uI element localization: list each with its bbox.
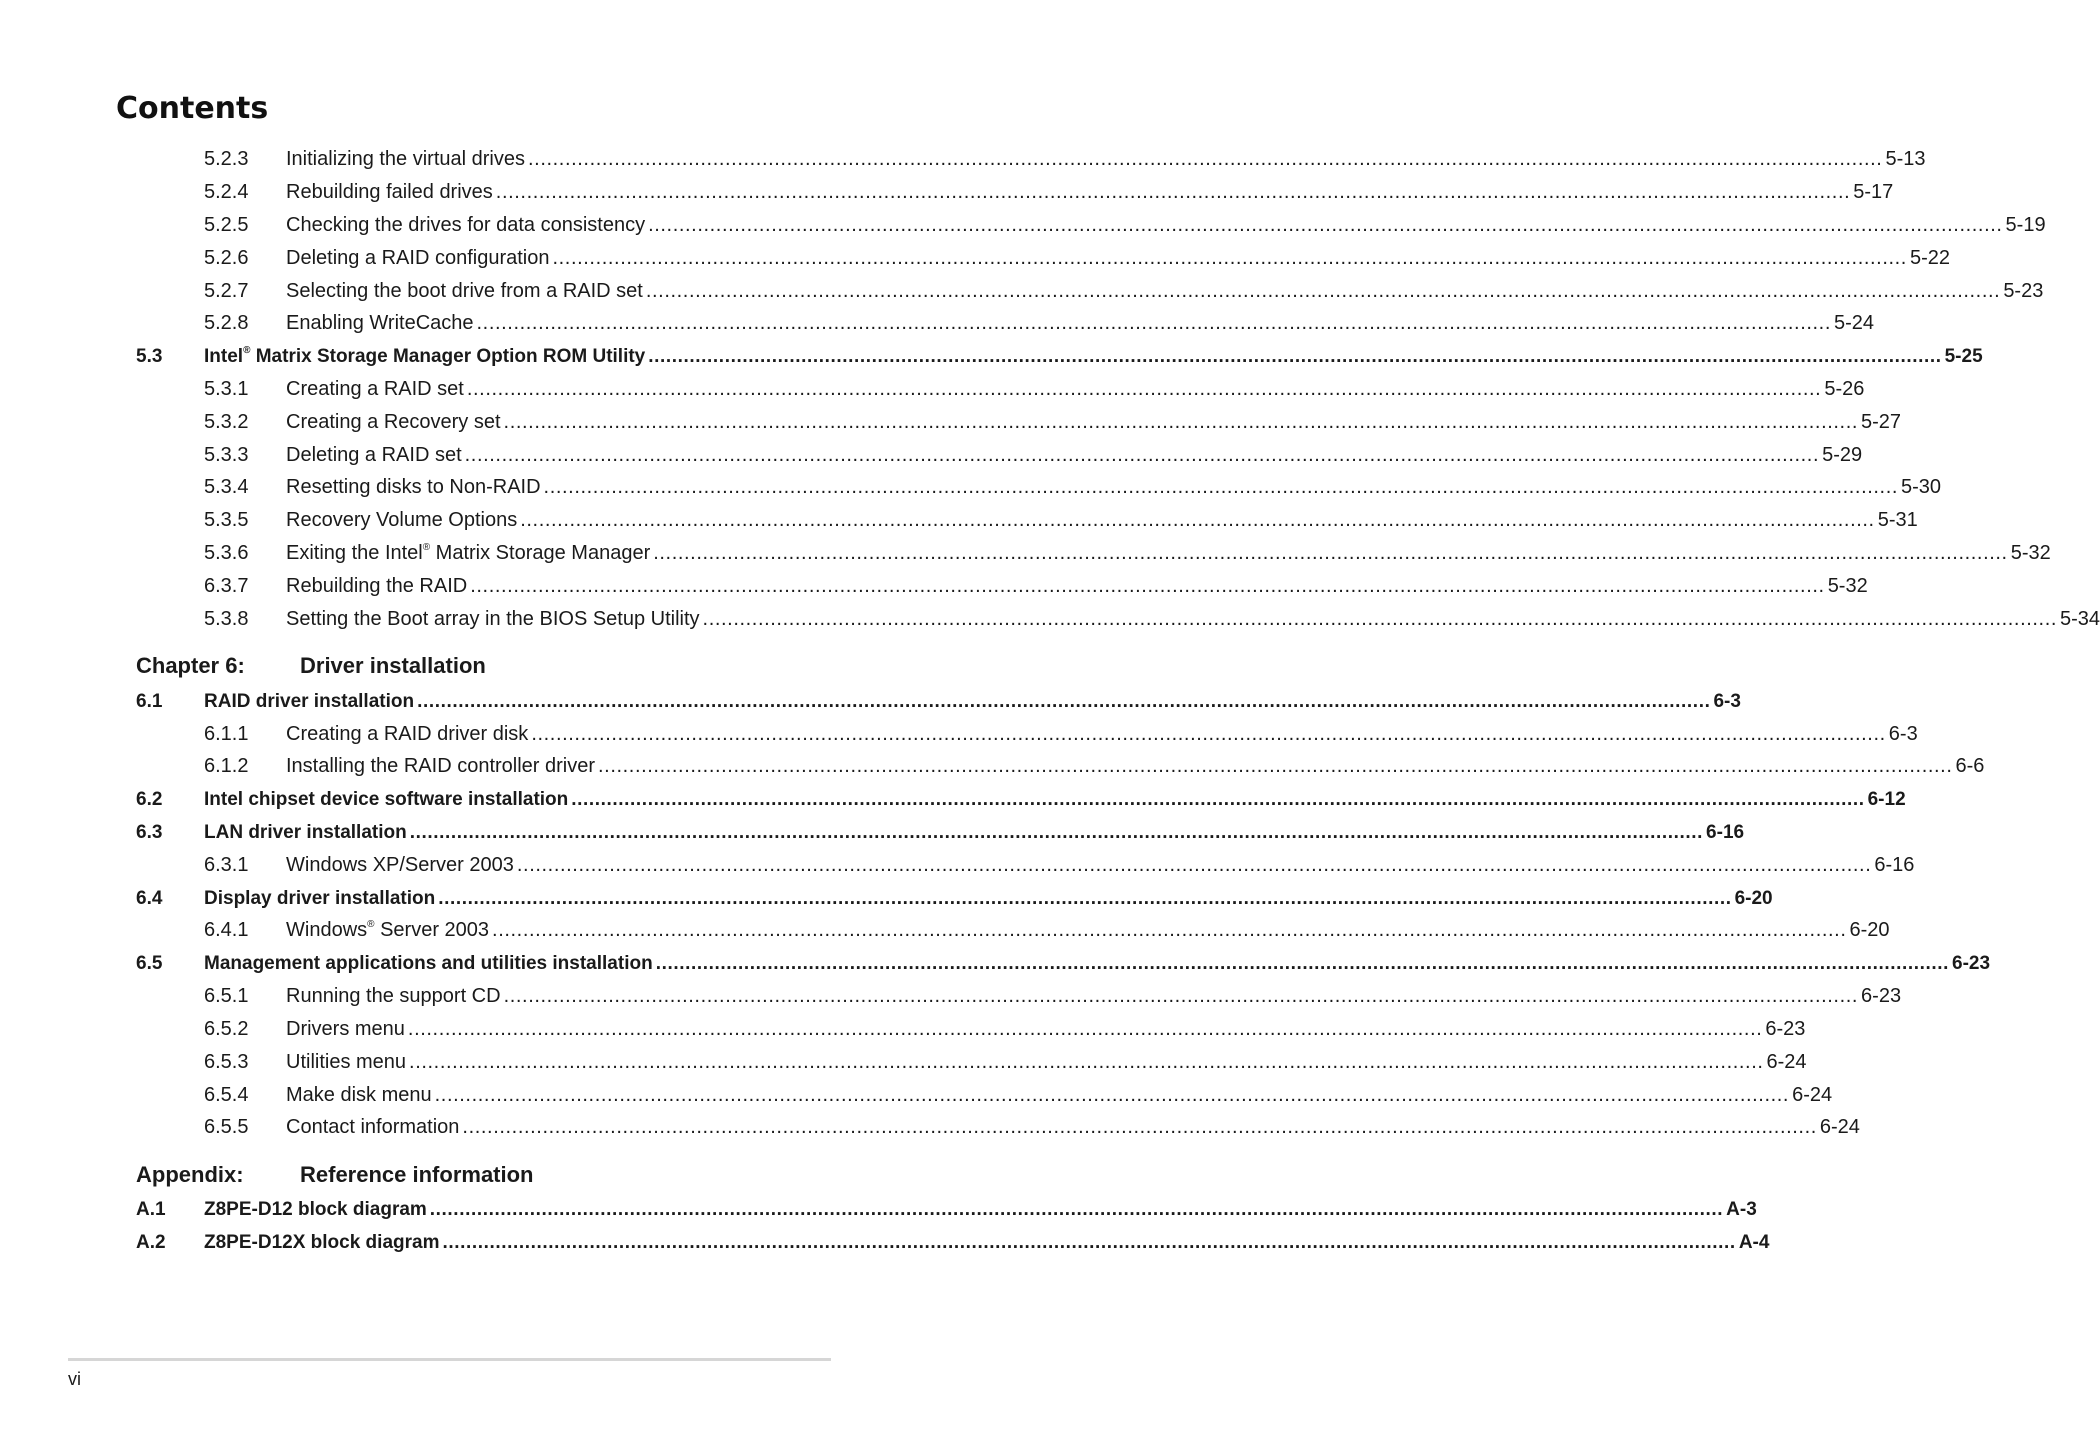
entry-title-text: Creating a RAID driver disk bbox=[286, 723, 529, 745]
entry-title-text: Rebuilding the RAID bbox=[286, 575, 468, 597]
entry-page: 5-19 bbox=[2005, 214, 2046, 236]
toc-entry[interactable] bbox=[0, 685, 1741, 718]
entry-title-text: Make disk menu bbox=[286, 1084, 432, 1106]
toc-entry[interactable] bbox=[0, 1226, 1770, 1259]
chapter-title: Driver installation bbox=[300, 653, 486, 678]
page-title: Contents bbox=[116, 91, 269, 126]
entry-number: 6.5.2 bbox=[204, 1018, 249, 1040]
entry-title-text: Recovery Volume Options bbox=[286, 509, 518, 531]
entry-title bbox=[204, 816, 407, 849]
toc-entry[interactable] bbox=[0, 176, 1894, 209]
dot-leader: ............................................................................................................................................................................................................................ bbox=[516, 854, 1872, 876]
entry-number: 6.1 bbox=[136, 691, 163, 712]
dot-leader: ............................................................................................................................................................................................................................ bbox=[462, 1116, 1817, 1138]
entry-page: A-4 bbox=[1738, 1232, 1770, 1253]
page-number: vi bbox=[68, 1369, 81, 1389]
entry-label bbox=[204, 1226, 1770, 1259]
entry-page: 5-26 bbox=[1824, 378, 1865, 400]
entry-page: 5-31 bbox=[1877, 509, 1918, 531]
entry-number: 5.3.8 bbox=[204, 608, 249, 630]
entry-title bbox=[286, 1046, 406, 1079]
entry-title bbox=[204, 947, 653, 980]
entry-label bbox=[204, 1193, 1757, 1226]
entry-title bbox=[204, 685, 414, 718]
entry-title-text: Drivers menu bbox=[286, 1018, 405, 1040]
entry-title bbox=[286, 570, 467, 603]
entry-page: 5-25 bbox=[1944, 346, 1983, 367]
entry-label bbox=[286, 504, 1918, 537]
entry-number: 5.3.3 bbox=[204, 444, 249, 466]
entry-title bbox=[286, 176, 493, 209]
dot-leader: ............................................................................................................................................................................................................................ bbox=[429, 1199, 1724, 1220]
toc-entry[interactable] bbox=[0, 439, 1863, 472]
entry-label bbox=[286, 718, 1918, 751]
toc-entry[interactable] bbox=[0, 947, 1991, 980]
entry-title bbox=[204, 783, 568, 816]
entry-title bbox=[286, 439, 462, 472]
entry-title bbox=[286, 849, 514, 882]
chapter-label: Appendix: bbox=[136, 1162, 244, 1187]
entry-label bbox=[204, 882, 1773, 915]
toc-entry[interactable] bbox=[0, 209, 2046, 242]
entry-page: 6-24 bbox=[1766, 1051, 1807, 1073]
entry-label bbox=[286, 603, 2100, 636]
entry-label bbox=[286, 1013, 1806, 1046]
entry-label bbox=[286, 439, 1863, 472]
entry-title-text: Matrix Storage Manager Option ROM Utility bbox=[250, 346, 646, 367]
entry-label bbox=[286, 373, 1865, 406]
dot-leader: ............................................................................................................................................................................................................................ bbox=[438, 888, 1732, 909]
toc-entry[interactable] bbox=[0, 882, 1773, 915]
entry-page: 5-32 bbox=[1827, 575, 1868, 597]
entry-number: 6.4.1 bbox=[204, 919, 249, 941]
toc-entry[interactable] bbox=[0, 307, 1875, 340]
entry-number: 5.2.3 bbox=[204, 148, 249, 170]
entry-number: A.2 bbox=[136, 1232, 166, 1253]
toc-entry[interactable] bbox=[0, 340, 1983, 373]
entry-label bbox=[204, 340, 1983, 373]
entry-label bbox=[204, 947, 1991, 980]
toc-entry[interactable] bbox=[0, 849, 1915, 882]
entry-title bbox=[286, 373, 464, 406]
entry-title bbox=[286, 537, 650, 570]
entry-number: 6.3.1 bbox=[204, 854, 249, 876]
entry-label bbox=[286, 307, 1875, 340]
entry-title-text: Windows XP/Server 2003 bbox=[286, 854, 514, 876]
registered-mark: ® bbox=[422, 542, 431, 553]
toc-entry[interactable] bbox=[0, 750, 1985, 783]
entry-title-text: RAID driver installation bbox=[204, 691, 415, 712]
toc-entry[interactable] bbox=[0, 275, 2044, 308]
entry-page: 6-20 bbox=[1734, 888, 1773, 909]
entry-label bbox=[286, 914, 1890, 947]
entry-page: 5-32 bbox=[2010, 542, 2051, 564]
entry-label bbox=[286, 176, 1894, 209]
entry-number: 5.2.4 bbox=[204, 181, 249, 203]
entry-number: 5.2.6 bbox=[204, 247, 249, 269]
entry-title bbox=[286, 603, 700, 636]
toc-entry[interactable] bbox=[0, 1079, 1833, 1112]
dot-leader: ............................................................................................................................................................................................................................ bbox=[464, 444, 1820, 466]
entry-page: 5-22 bbox=[1909, 247, 1950, 269]
dot-leader: ............................................................................................................................................................................................................................ bbox=[503, 985, 1859, 1007]
entry-title-text: Z8PE-D12 block diagram bbox=[204, 1199, 427, 1220]
entry-title bbox=[286, 209, 645, 242]
entry-title-text: Intel chipset device software installation bbox=[204, 789, 569, 810]
entry-title bbox=[286, 471, 541, 504]
entry-page: 6-23 bbox=[1861, 985, 1902, 1007]
entry-page: 5-34 bbox=[2060, 608, 2100, 630]
entry-label bbox=[286, 1079, 1833, 1112]
entry-label bbox=[204, 783, 1906, 816]
entry-page: 6-23 bbox=[1952, 953, 1991, 974]
entry-label bbox=[286, 1046, 1807, 1079]
dot-leader: ............................................................................................................................................................................................................................ bbox=[417, 691, 1711, 712]
entry-title-text: Windows bbox=[286, 919, 368, 941]
toc-entry[interactable] bbox=[0, 373, 1865, 406]
footer-divider bbox=[68, 1358, 831, 1361]
dot-leader: ............................................................................................................................................................................................................................ bbox=[648, 346, 1942, 367]
entry-title bbox=[204, 882, 435, 915]
entry-title bbox=[286, 1111, 459, 1144]
entry-title bbox=[286, 718, 528, 751]
entry-number: 6.2 bbox=[136, 789, 163, 810]
registered-mark: ® bbox=[367, 919, 375, 930]
entry-number: 5.2.8 bbox=[204, 312, 249, 334]
chapter-title: Reference information bbox=[300, 1162, 534, 1187]
toc-entry[interactable] bbox=[0, 570, 1868, 603]
entry-title bbox=[286, 914, 489, 947]
dot-leader: ............................................................................................................................................................................................................................ bbox=[476, 312, 1831, 334]
entry-label bbox=[286, 980, 1902, 1013]
entry-number: 6.4 bbox=[136, 888, 163, 909]
dot-leader: ............................................................................................................................................................................................................................ bbox=[653, 542, 2008, 564]
entry-title-text: Management applications and utilities installation bbox=[204, 953, 653, 974]
toc-entry[interactable] bbox=[0, 603, 2100, 636]
entry-page: 6-24 bbox=[1819, 1116, 1860, 1138]
entry-title-text: Intel bbox=[204, 346, 244, 367]
chapter-label: Chapter 6: bbox=[136, 653, 245, 678]
dot-leader: ............................................................................................................................................................................................................................ bbox=[407, 1018, 1763, 1040]
entry-number: 6.5 bbox=[136, 953, 163, 974]
dot-leader: ............................................................................................................................................................................................................................ bbox=[598, 755, 1953, 777]
dot-leader: ............................................................................................................................................................................................................................ bbox=[655, 953, 1950, 974]
entry-label bbox=[204, 816, 1745, 849]
entry-label bbox=[286, 849, 1915, 882]
entry-page: 5-24 bbox=[1833, 312, 1875, 334]
dot-leader: ............................................................................................................................................................................................................................ bbox=[442, 1232, 1736, 1253]
dot-leader: ............................................................................................................................................................................................................................ bbox=[645, 280, 2001, 302]
entry-label bbox=[286, 406, 1902, 439]
entry-page: 5-27 bbox=[1861, 411, 1902, 433]
toc-entry[interactable] bbox=[0, 718, 1918, 751]
toc-entry[interactable] bbox=[0, 1013, 1806, 1046]
toc-entry[interactable] bbox=[0, 980, 1902, 1013]
entry-title-text: Creating a Recovery set bbox=[286, 411, 501, 433]
dot-leader: ............................................................................................................................................................................................................................ bbox=[470, 575, 1825, 597]
entry-label bbox=[286, 570, 1868, 603]
dot-leader: ............................................................................................................................................................................................................................ bbox=[552, 247, 1907, 269]
entry-title-text: Checking the drives for data consistency bbox=[286, 214, 646, 236]
entry-page: 6-3 bbox=[1713, 691, 1741, 712]
entry-title-text: Exiting the Intel bbox=[286, 542, 423, 564]
dot-leader: ............................................................................................................................................................................................................................ bbox=[702, 608, 2058, 630]
entry-title-text: Installing the RAID controller driver bbox=[286, 755, 596, 777]
entry-title-text: Matrix Storage Manager bbox=[430, 542, 651, 564]
toc-entry[interactable] bbox=[0, 143, 1926, 176]
entry-number: 6.5.1 bbox=[204, 985, 249, 1007]
entry-label bbox=[286, 471, 1942, 504]
entry-label bbox=[286, 242, 1950, 275]
entry-title bbox=[286, 307, 474, 340]
entry-page: 5-13 bbox=[1885, 148, 1926, 170]
entry-label bbox=[286, 537, 2051, 570]
entry-title bbox=[204, 1226, 439, 1259]
entry-number: 6.3 bbox=[136, 822, 163, 843]
toc-entry[interactable] bbox=[0, 1193, 1757, 1226]
entry-title bbox=[286, 1013, 405, 1046]
entry-number: 5.3.2 bbox=[204, 411, 249, 433]
entry-page: A-3 bbox=[1726, 1199, 1757, 1220]
entry-title bbox=[286, 143, 525, 176]
entry-title-text: Z8PE-D12X block diagram bbox=[204, 1232, 440, 1253]
dot-leader: ............................................................................................................................................................................................................................ bbox=[543, 476, 1899, 498]
entry-title bbox=[286, 1079, 432, 1112]
entry-title bbox=[204, 1193, 427, 1226]
entry-title-text: Selecting the boot drive from a RAID set bbox=[286, 280, 643, 302]
entry-title-text: Setting the Boot array in the BIOS Setup Utility bbox=[286, 608, 700, 630]
toc-entry[interactable] bbox=[0, 1046, 1807, 1079]
entry-number: 5.2.5 bbox=[204, 214, 249, 236]
entry-number: 6.5.3 bbox=[204, 1051, 249, 1073]
dot-leader: ............................................................................................................................................................................................................................ bbox=[520, 509, 1875, 531]
dot-leader: ............................................................................................................................................................................................................................ bbox=[648, 214, 2003, 236]
entry-title-text: Utilities menu bbox=[286, 1051, 407, 1073]
toc-entry[interactable] bbox=[0, 406, 1902, 439]
entry-title bbox=[286, 242, 549, 275]
entry-title-text: Running the support CD bbox=[286, 985, 501, 1007]
entry-number: A.1 bbox=[136, 1199, 166, 1220]
dot-leader: ............................................................................................................................................................................................................................ bbox=[434, 1084, 1790, 1106]
registered-mark: ® bbox=[243, 345, 251, 356]
entry-page: 5-23 bbox=[2003, 280, 2044, 302]
entry-page: 5-30 bbox=[1901, 476, 1942, 498]
entry-title-text: Server 2003 bbox=[374, 919, 490, 941]
entry-page: 6-12 bbox=[1867, 789, 1906, 810]
entry-title-text: Initializing the virtual drives bbox=[286, 148, 525, 170]
entry-title bbox=[286, 980, 501, 1013]
entry-page: 5-29 bbox=[1822, 444, 1863, 466]
dot-leader: ............................................................................................................................................................................................................................ bbox=[503, 411, 1859, 433]
entry-page: 6-16 bbox=[1874, 854, 1915, 876]
toc-entry[interactable] bbox=[0, 242, 1950, 275]
entry-title-text: Enabling WriteCache bbox=[286, 312, 474, 334]
entry-title-text: Contact information bbox=[286, 1116, 460, 1138]
entry-number: 6.3.7 bbox=[204, 575, 249, 597]
toc-entry[interactable] bbox=[0, 537, 2051, 570]
entry-title-text: Display driver installation bbox=[204, 888, 436, 909]
entry-number: 6.1.1 bbox=[204, 723, 249, 745]
entry-title-text: Creating a RAID set bbox=[286, 378, 464, 400]
chapter-heading[interactable] bbox=[0, 648, 954, 684]
entry-number: 6.5.4 bbox=[204, 1084, 249, 1106]
entry-number: 5.3.1 bbox=[204, 378, 249, 400]
entry-title bbox=[286, 504, 517, 537]
toc-entry[interactable] bbox=[0, 783, 1906, 816]
entry-label bbox=[286, 143, 1926, 176]
dot-leader: ............................................................................................................................................................................................................................ bbox=[528, 148, 1883, 170]
entry-label bbox=[286, 750, 1985, 783]
entry-page: 6-20 bbox=[1849, 919, 1890, 941]
entry-number: 5.3.6 bbox=[204, 542, 249, 564]
entry-title-text: Resetting disks to Non-RAID bbox=[286, 476, 541, 498]
entry-number: 6.1.2 bbox=[204, 755, 249, 777]
dot-leader: ............................................................................................................................................................................................................................ bbox=[409, 1051, 1764, 1073]
dot-leader: ............................................................................................................................................................................................................................ bbox=[495, 181, 1851, 203]
entry-title bbox=[204, 340, 645, 373]
entry-label bbox=[204, 685, 1741, 718]
entry-number: 6.5.5 bbox=[204, 1116, 249, 1138]
toc-entry[interactable] bbox=[0, 914, 1890, 947]
entry-title-text: LAN driver installation bbox=[204, 822, 407, 843]
entry-number: 5.3.4 bbox=[204, 476, 249, 498]
entry-title bbox=[286, 750, 595, 783]
dot-leader: ............................................................................................................................................................................................................................ bbox=[466, 378, 1822, 400]
entry-label bbox=[286, 275, 2044, 308]
chapter-heading[interactable] bbox=[0, 1157, 954, 1193]
entry-title-text: Deleting a RAID set bbox=[286, 444, 462, 466]
toc-entry[interactable] bbox=[0, 504, 1918, 537]
dot-leader: ............................................................................................................................................................................................................................ bbox=[531, 723, 1886, 745]
entry-label bbox=[286, 209, 2046, 242]
toc-entry[interactable] bbox=[0, 1111, 1860, 1144]
entry-title-text: Rebuilding failed drives bbox=[286, 181, 493, 203]
dot-leader: ............................................................................................................................................................................................................................ bbox=[409, 822, 1704, 843]
entry-title-text: Deleting a RAID configuration bbox=[286, 247, 550, 269]
entry-page: 5-17 bbox=[1853, 181, 1894, 203]
entry-title bbox=[286, 406, 501, 439]
entry-label bbox=[286, 1111, 1860, 1144]
entry-page: 6-24 bbox=[1792, 1084, 1833, 1106]
entry-title bbox=[286, 275, 643, 308]
entry-number: 5.2.7 bbox=[204, 280, 249, 302]
toc-entry[interactable] bbox=[0, 471, 1942, 504]
entry-page: 6-3 bbox=[1888, 723, 1918, 745]
dot-leader: ............................................................................................................................................................................................................................ bbox=[571, 789, 1865, 810]
toc-entry[interactable] bbox=[0, 816, 1745, 849]
entry-page: 6-16 bbox=[1706, 822, 1745, 843]
entry-page: 6-23 bbox=[1765, 1018, 1806, 1040]
entry-page: 6-6 bbox=[1955, 755, 1985, 777]
entry-number: 5.3 bbox=[136, 346, 163, 367]
dot-leader: ............................................................................................................................................................................................................................ bbox=[492, 919, 1847, 941]
entry-number: 5.3.5 bbox=[204, 509, 249, 531]
